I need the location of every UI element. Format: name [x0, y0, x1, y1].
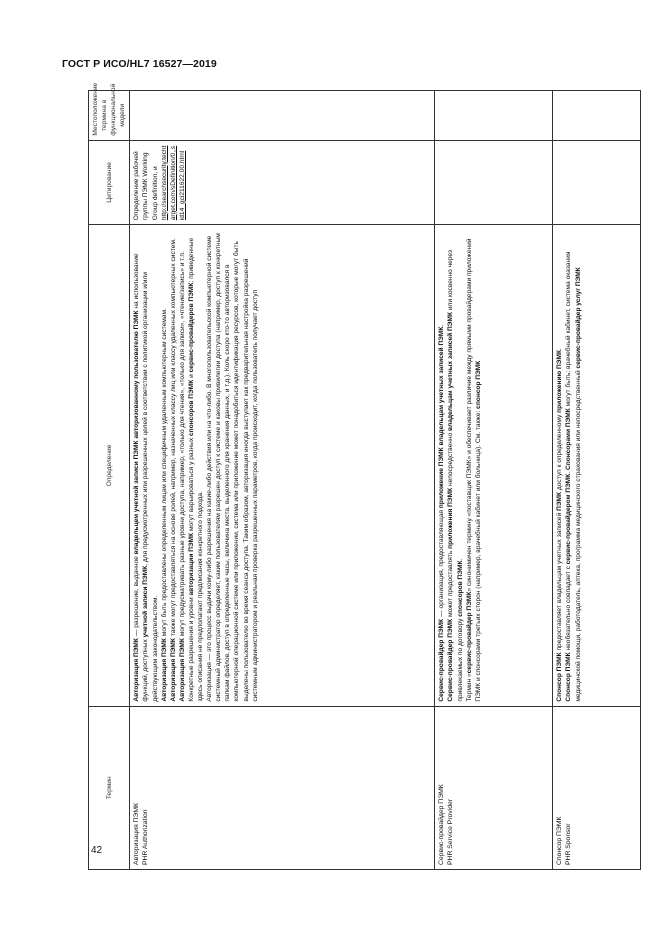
- col-header-location: Местоположение термина в функциональной модели: [89, 91, 130, 141]
- terms-table: [88, 82, 641, 870]
- location-cell: [435, 91, 553, 141]
- location-cell: [130, 91, 435, 141]
- definition-paragraph: Конкретные разрешения и уровни авторизации ПЭМК могут варьироваться у разных спонсоров ПЭМК и сервис-провайдеров ПЭМК; приведенные здесь описания не предполагают предписания конкретного подхода.: [187, 237, 205, 702]
- definition-cell: [553, 225, 641, 706]
- table-header-row: [89, 91, 130, 870]
- term-cell: [435, 706, 553, 869]
- location-cell: [553, 91, 641, 141]
- term-cell: [553, 706, 641, 869]
- citation-cell: [553, 140, 641, 225]
- table-row: [435, 91, 553, 870]
- term-en: PHR Authorization: [142, 809, 150, 865]
- citation-cell: [130, 140, 435, 225]
- definition-paragraph: Спонсор ПЭМК предоставляет владельцам учетных записей ПЭМК доступ к определенному приложению ПЭМК.: [556, 348, 564, 702]
- definition-paragraph: Авторизация ПЭМК — разрешение, выданное владельцем учетной записи ПЭМК авторизованному пользователю ПЭМК на использование функций, доступных учетной записи ПЭМК, для предусмотренных или разрешенных целей в соответствии с политикой организации и/или действующим законодательством.: [133, 253, 159, 702]
- definition-paragraph: Сервис-провайдер ПЭМК может предоставлять приложения ПЭМК непосредственно владельцам учетных записей ПЭМК или косвенно через привлекаемых по договору спонсоров ПЭМК.: [447, 250, 464, 702]
- definition-cell: [435, 225, 553, 706]
- table-row: [130, 91, 435, 870]
- term-ru: Сервис-провайдер ПЭМК: [438, 784, 446, 865]
- definition-paragraph: Спонсор ПЭМК необязательно совпадает с сервис-провайдером ПЭМК. Спонсорами ПЭМК могут быть: врачебный кабинет, система оказания медицинской помощи, работодатель, аптека, программа медицинского страхования или непосредственный сервис-провайдер услуг ПЭМК: [565, 251, 582, 702]
- term-ru: Авторизация ПЭМК: [133, 803, 141, 865]
- col-header-term: Термин: [89, 706, 130, 869]
- citation-cell: [435, 140, 553, 225]
- definition-paragraph: Термин «сервис-провайдер ПЭМК» синонимичен термину «поставщик ПЭМК» и обеспечивает различие между прямыми провайдерами приложений ПЭМК и спонсорами третьих сторон (например, врачебный кабинет или больница). См. также: спонсор ПЭМК: [465, 238, 482, 702]
- definition-cell: [130, 225, 435, 706]
- definition-paragraph: Авторизация — это процесс выдачи кому-либо разрешения на какие-либо действия или на что-либо. В многопользовательской компьютерной системе системный администратор определяет, каким пользователям разрешен доступ к системе и каковы привилегии доступа (например, доступ к конкретным папкам файлов, доступ в определенные часы, величина места, выделенного для хранения данных, и т.д.). Коль скоро кто-то авторизовался в компьютерной операционной системе или приложении, система или приложение может понадобиться идентификация ресурсов, которые могут быть выделены пользователю во время сеанса доступа. Таким образом, авторизация иногда выступает как предварительная настройка разрешений системным администратором и реальная проверка разрешенных параметров, когда происходит, когда пользователь получает доступ: [206, 233, 259, 702]
- definition-paragraph: Авторизация ПЭМК также могут предоставляться на основе ролей, например, назначенных классу лиц или классу удаленных компьютерных систем.: [169, 238, 177, 702]
- term-en: PHR Sponsor: [565, 823, 573, 865]
- col-header-citation: Цитирование: [89, 140, 130, 225]
- definition-paragraph: Авторизация ПЭМК могут предусматривать разные уровни доступа, например, «только для чтения», «только для записи», «чтение/запись» и т.п.: [178, 251, 186, 702]
- term-ru: Спонсор ПЭМК: [556, 816, 564, 865]
- citation-link[interactable]: http://searchsecurity.techtarget.com/sDefinition/0,,sid14_gci211622,00.html: [160, 145, 186, 221]
- rotated-table-container: [88, 82, 622, 870]
- term-cell: [130, 706, 435, 869]
- col-header-definition: Определение: [89, 225, 130, 706]
- term-en: PHR Service Provider: [447, 798, 455, 865]
- definition-paragraph: Сервис-провайдер ПЭМК — организация, предоставляющая приложение ПЭМК владельцам учетных записей ПЭМК.: [438, 324, 446, 702]
- table-row: [553, 91, 641, 870]
- page-number: 42: [91, 845, 103, 856]
- document-header: ГОСТ Р ИСО/HL7 16527—2019: [62, 58, 217, 70]
- definition-paragraph: Авторизация ПЭМК могут быть предоставлены определенным лицам или специфичным удаленным компьютерным системам.: [160, 308, 168, 702]
- citation-text: Определение рабочей группы ПЭМК Working Group definition, и: [133, 151, 159, 221]
